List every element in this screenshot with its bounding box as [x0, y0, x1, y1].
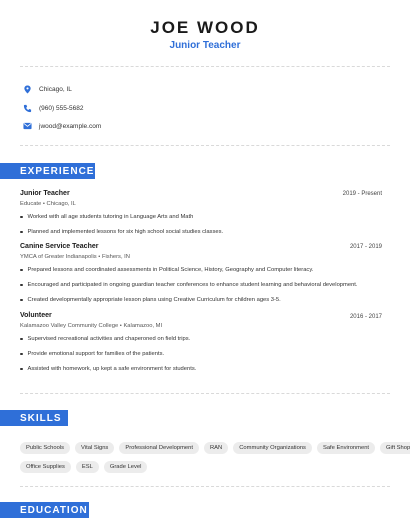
- job-org: Kalamazoo Valley Community College • Kalamazoo, MI: [20, 323, 163, 329]
- bullet-text: Worked with all age students tutoring in Language Arts and Math: [27, 214, 194, 220]
- job-bullet: [20, 214, 193, 220]
- phone-text: (960) 555-5682: [39, 104, 84, 112]
- job-bullet: [20, 267, 313, 273]
- skill-tag: Office Supplies: [20, 461, 71, 473]
- contact-phone: [20, 101, 83, 115]
- job-bullet: [20, 336, 190, 342]
- skills-row: [20, 461, 400, 473]
- job-bullet: [20, 229, 223, 235]
- email-text[interactable]: jwood@example.com: [39, 122, 102, 130]
- section-skills: SKILLS: [0, 410, 68, 426]
- location-text: Chicago, IL: [39, 85, 72, 93]
- skill-tag: Community Organizations: [233, 442, 312, 454]
- section-education: EDUCATION: [0, 502, 89, 518]
- divider: [20, 486, 390, 487]
- skills-list: [20, 442, 410, 480]
- skills-row: [20, 442, 410, 454]
- bullet-text: Created developmentally appropriate lesson plans using Creative Curriculum for children ages 3-5.: [27, 297, 281, 303]
- resume-title: Junior Teacher: [169, 40, 241, 51]
- skill-tag: ESL: [76, 461, 99, 473]
- job-bullet: [20, 351, 164, 357]
- org-location: Kalamazoo, MI: [123, 323, 163, 329]
- contact-location: [20, 82, 72, 96]
- divider: [20, 66, 390, 67]
- bullet-text: Prepared lessons and coordinated assessments in Political Science, History, Geography and Computer literacy.: [27, 267, 314, 273]
- skill-tag: Safe Environment: [317, 442, 375, 454]
- skill-tag: Vital Signs: [75, 442, 114, 454]
- skill-tag: RAN: [204, 442, 228, 454]
- job-bullet: [20, 282, 358, 288]
- org-name: Educate: [20, 201, 42, 207]
- bullet-text: Encouraged and participated in ongoing guardian teacher conferences to enhance student learning and behavioral development.: [27, 282, 358, 288]
- contact-email: [20, 119, 101, 133]
- divider: [20, 393, 390, 394]
- job-bullet: [20, 366, 196, 372]
- job-title: Canine Service Teacher: [20, 243, 99, 250]
- job-org: Educate • Chicago, IL: [20, 201, 76, 207]
- org-name: Kalamazoo Valley Community College: [20, 323, 119, 329]
- divider: [20, 145, 390, 146]
- org-location: Fishers, IN: [101, 254, 130, 260]
- job-dates: 2019 - Present: [342, 191, 382, 197]
- skill-tag: Professional Development: [119, 442, 199, 454]
- job-title: Junior Teacher: [20, 190, 70, 197]
- skill-tag: Public Schools: [20, 442, 70, 454]
- bullet-text: Supervised recreational activities and chaperoned on field trips.: [27, 336, 191, 342]
- skill-tag: Grade Level: [104, 461, 148, 473]
- job-title: Volunteer: [20, 312, 52, 319]
- bullet-text: Provide emotional support for families of the patients.: [27, 351, 165, 357]
- mail-icon: [20, 119, 34, 133]
- section-experience: EXPERIENCE: [0, 163, 95, 179]
- job-bullet: [20, 297, 281, 303]
- map-pin-icon: [20, 82, 34, 96]
- bullet-text: Assisted with homework, up kept a safe environment for students.: [27, 366, 197, 372]
- job-dates: 2017 - 2019: [349, 244, 382, 250]
- org-location: Chicago, IL: [46, 201, 76, 207]
- job-org: YMCA of Greater Indianapolis • Fishers, IN: [20, 254, 130, 260]
- phone-icon: [20, 101, 34, 115]
- org-name: YMCA of Greater Indianapolis: [20, 254, 97, 260]
- skill-tag: Gift Shop: [380, 442, 410, 454]
- job-dates: 2016 - 2017: [349, 314, 382, 320]
- resume-name: JOE WOOD: [150, 18, 260, 37]
- bullet-text: Planned and implemented lessons for six high school social studies classes.: [27, 229, 224, 235]
